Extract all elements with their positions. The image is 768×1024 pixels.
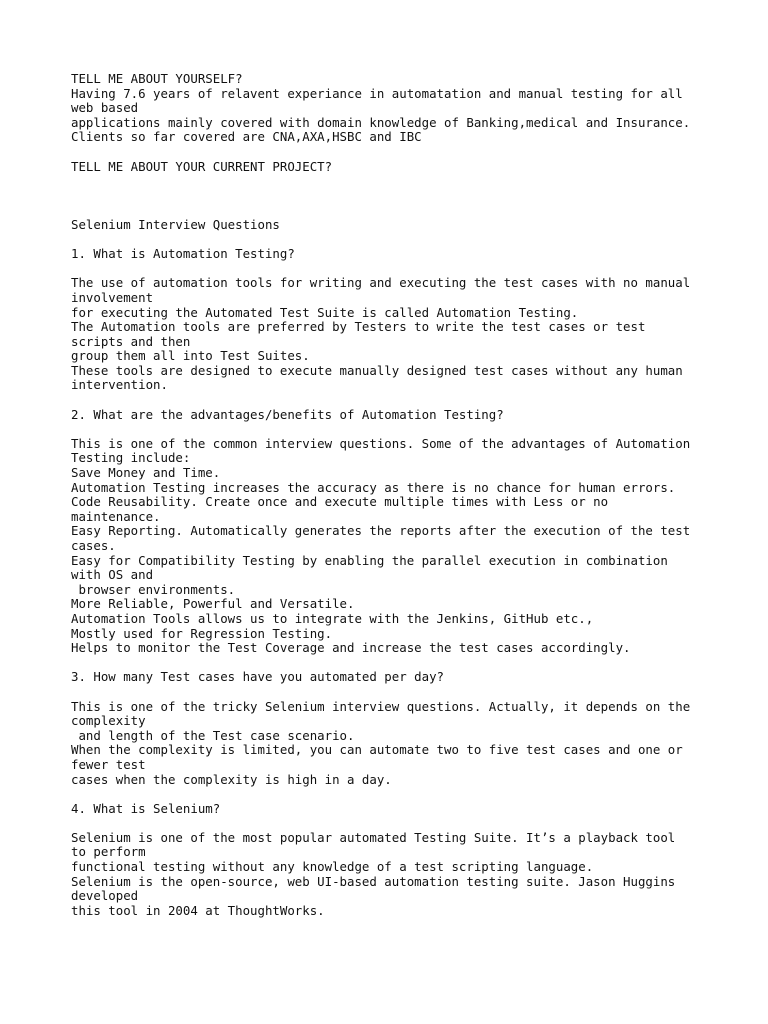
document-line: The Automation tools are preferred by Testers to write the test cases or test — [71, 319, 646, 335]
document-line — [71, 787, 731, 802]
document-line: fewer test — [71, 756, 146, 772]
document-line: group them all into Test Suites. — [71, 348, 310, 364]
document-line — [71, 656, 731, 671]
document-line: Automation Tools allows us to integrate with the Jenkins, GitHub etc., — [71, 610, 594, 626]
document-line: This is one of the common interview questions. Some of the advantages of Automation — [71, 435, 691, 451]
document-line: with OS and — [71, 567, 154, 583]
document-line: Automation Testing increases the accuracy as there is no chance for human errors. — [71, 479, 676, 495]
document-line — [71, 393, 731, 408]
document-line: Testing include: — [71, 450, 191, 466]
document-line: and length of the Test case scenario. — [71, 727, 355, 743]
document-line: 3. How many Test cases have you automated per day? — [71, 669, 444, 685]
document-line: 1. What is Automation Testing? — [71, 246, 295, 262]
document-line: This is one of the tricky Selenium interview questions. Actually, it depends on the — [71, 698, 691, 714]
document-line: involvement — [71, 289, 154, 305]
document-line: functional testing without any knowledge of a test scripting language. — [71, 859, 594, 875]
document-line: When the complexity is limited, you can automate two to five test cases and one or — [71, 742, 683, 758]
document-line: Selenium is one of the most popular automated Testing Suite. It’s a playback tool — [71, 829, 676, 845]
document-line: Selenium is the open-source, web UI-based automation testing suite. Jason Huggins — [71, 873, 676, 889]
document-line: cases. — [71, 538, 116, 553]
document-line: TELL ME ABOUT YOURSELF? — [71, 71, 243, 86]
document-line: Clients so far covered are CNA,AXA,HSBC and IBC — [71, 129, 422, 145]
document-line: this tool in 2004 at ThoughtWorks. — [71, 902, 325, 918]
document-line: 4. What is Selenium? — [71, 800, 221, 816]
document-line: maintenance. — [71, 508, 161, 524]
document-line — [71, 145, 731, 160]
document-line: web based — [71, 100, 139, 116]
document-line: to perform — [71, 844, 146, 860]
document-line: cases when the complexity is high in a day. — [71, 771, 392, 787]
document-line — [71, 422, 731, 437]
document-line: Easy Reporting. Automatically generates the reports after the execution of the test — [71, 523, 691, 539]
document-line: Mostly used for Regression Testing. — [71, 625, 333, 641]
document-line — [71, 816, 731, 831]
document-line: TELL ME ABOUT YOUR CURRENT PROJECT? — [71, 158, 333, 174]
document-line: Helps to monitor the Test Coverage and increase the test cases accordingly. — [71, 640, 631, 656]
document-line: intervention. — [71, 377, 168, 393]
document-line: developed — [71, 888, 139, 904]
document-line: scripts and then — [71, 333, 191, 349]
document-line: Having 7.6 years of relavent experiance in automatation and manual testing for all — [71, 85, 683, 101]
document-line: 2. What are the advantages/benefits of Automation Testing? — [71, 406, 504, 422]
document-line: The use of automation tools for writing and executing the test cases with no manual — [71, 275, 691, 291]
document-line: Save Money and Time. — [71, 465, 221, 481]
document-line — [71, 262, 731, 277]
document-body — [71, 72, 731, 918]
document-line — [71, 203, 731, 218]
document-line: for executing the Automated Test Suite is called Automation Testing. — [71, 304, 579, 320]
document-line: browser environments. — [71, 581, 236, 597]
document-line: Code Reusability. Create once and execute multiple times with Less or no — [71, 494, 609, 510]
document-line — [71, 233, 731, 248]
document-line: Selenium Interview Questions — [71, 216, 280, 232]
document-line: applications mainly covered with domain knowledge of Banking,medical and Insurance. — [71, 114, 691, 130]
document-line — [71, 174, 731, 189]
document-line: These tools are designed to execute manually designed test cases without any human — [71, 362, 683, 378]
document-line: Easy for Compatibility Testing by enabling the parallel execution in combination — [71, 552, 668, 568]
document-line: More Reliable, Powerful and Versatile. — [71, 596, 355, 612]
document-line — [71, 189, 731, 204]
document-line: complexity — [71, 713, 146, 729]
document-line — [71, 685, 731, 700]
